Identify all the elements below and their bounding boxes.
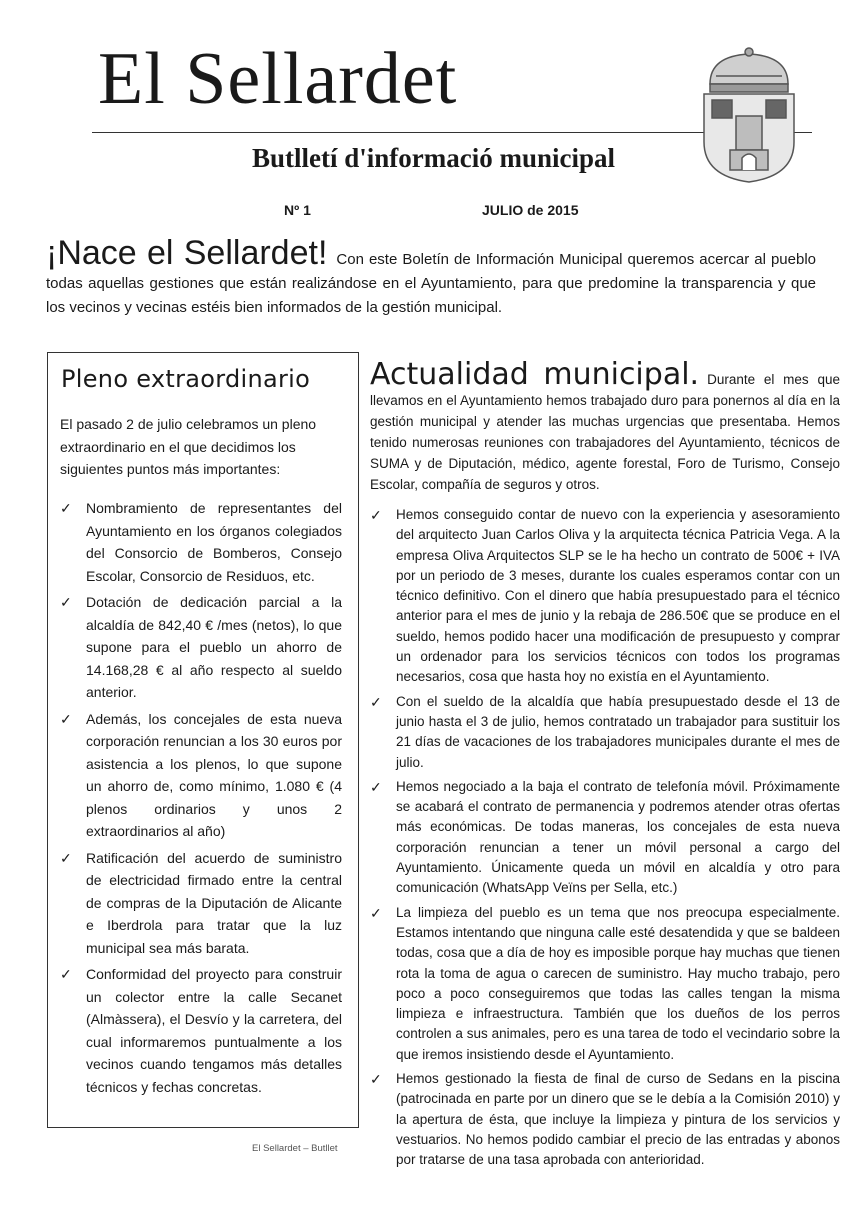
pleno-lead: El pasado 2 de julio celebramos un pleno extraordinario en el que decidimos los siguientes puntos más importantes: [60, 416, 317, 477]
checkmark-icon: ✓ [60, 500, 72, 516]
checkmark-icon: ✓ [60, 710, 72, 727]
checkmark-icon: ✓ [370, 778, 382, 795]
list-item-text: Con el sueldo de la alcaldía que había presupuestado desde el 13 de junio hasta el 3 de julio, hemos contratado un trabajador para sustituir los 21 días de vacaciones de los trabajadores municipales durante el mes de julio. [396, 693, 840, 770]
list-item-text: Hemos conseguido contar de nuevo con la experiencia y asesoramiento del arquitecto Juan Carlos Oliva y la arquitecta técnica Patricia Vega. A la empresa Oliva Arquitectos SLP se le ha hecho un contrato de 500€ + IVA por un periodo de 3 meses, durante los cuales esperamos contar con un técnico definitivo. Con el dinero que había presupuestado para el técnico anterior para el mes de junio y la rebaja de 286.50€ que se produce en el sueldo, hemos podido hacer una modificación de presupuesto y comprar un ordenador para los servicios técnicos con todos los programas necesarios, cosa que hasta hoy no existía en el Ayuntamiento. [396, 507, 840, 685]
checkmark-icon: ✓ [60, 849, 72, 866]
checkmark-icon: ✓ [370, 904, 382, 921]
list-item-text: Dotación de dedicación parcial a la alcaldía de 842,40 € /mes (netos), lo que supone para el pueblo un ahorro de 14.168,28 € al año respecto al sueldo anterior. [86, 594, 342, 700]
actualidad-lead [370, 357, 840, 495]
list-item [48, 591, 342, 704]
pleno-title: Pleno extraordinario [61, 365, 311, 393]
list-item [370, 1069, 840, 1170]
list-item [48, 708, 342, 843]
checkmark-icon: ✓ [60, 966, 72, 982]
list-item [48, 497, 342, 587]
list-item-text: Hemos gestionado la fiesta de final de curso de Sedans en la piscina (patrocinada en parte por un dinero que se le debía a la Comisión 2010) y la apertura de ésta, que incluye la limpieza y pintura de los servicios y vestuarios. No hemos podido cambiar el precio de las entradas y abonos por tratarse de una tasa aprobada con anterioridad. [396, 1071, 840, 1168]
list-item [48, 963, 342, 1098]
intro-paragraph [46, 236, 816, 320]
checkmark-icon: ✓ [60, 594, 72, 610]
intro-text: Con este Boletín de Información Municipal queremos acercar al pueblo todas aquellas gestiones que están realizándose en el Ayuntamiento, para que predomine la transparencia y que los vecinos y vecinas estéis bien informados de la gestión municipal. [46, 251, 817, 316]
actualidad-column [370, 357, 840, 1175]
list-item [370, 692, 840, 773]
masthead-subtitle: Butlletí d'informació municipal [252, 143, 616, 173]
page-footer: El Sellardet – Butllet [252, 1143, 338, 1154]
list-item-text: Ratificación del acuerdo de suministro de electricidad firmado entre la central de compras de la Diputación de Alicante e Iberdrola para tratar que la luz municipal sea más barata. [86, 849, 342, 956]
list-item-text: Hemos negociado a la baja el contrato de telefonía móvil. Próximamente se acabará el contrato de permanencia y podremos atender otras ofertas más económicas. De todas maneras, los concejales de esta nueva corporación renuncian a tener un móvil personal a cargo del Ayuntamiento. Únicamente queda un móvil en alcaldía y otro para comunicación (WhatsApp Veïns per Sella, etc.) [396, 778, 840, 896]
actualidad-list [370, 505, 840, 1171]
list-item [370, 903, 840, 1065]
list-item [370, 505, 840, 688]
list-item-text: Además, los concejales de esta nueva corporación renuncian a los 30 euros por asistencia a los plenos, lo que supone un ahorro de, como mínimo, 1.080 € (4 plenos ordinarios y unos 2 extraordinarios al año) [86, 710, 342, 839]
pleno-list [48, 497, 342, 1102]
actualidad-title: Actualidad municipal. [370, 357, 700, 392]
issue-number: Nº 1 [284, 202, 311, 218]
actualidad-lead-text: Durante el mes que llevamos en el Ayuntamiento hemos trabajado duro para ponernos al día en la gestión municipal y atender las muchas urgencias que presentaba. Hemos tenido numerosas reuniones con trabajadores del Ayuntamiento, técnicos de SUMA y de Diputación, médico, agente forestal, Foro de Turismo, Consejo Escolar, compañía de seguros y otros. [370, 372, 840, 492]
coat-of-arms-icon [696, 46, 802, 184]
issue-date: JULIO de 2015 [482, 202, 579, 218]
pleno-box [47, 352, 359, 1128]
list-item [370, 777, 840, 899]
masthead-title: El Sellardet [98, 38, 458, 120]
checkmark-icon: ✓ [370, 1071, 382, 1088]
checkmark-icon: ✓ [370, 693, 382, 710]
list-item-text: La limpieza del pueblo es un tema que nos preocupa especialmente. Estamos intentando que ninguna calle esté desatendida y que se baldeen todas, cosa que a día de hoy es imposible porque hay muchas que tienen rota la toma de agua o carecen de suministro. Hay mucho trabajo, pero poco a poco conseguiremos que todas las calles tengan la misma limpieza e infraestructura. También que los dueños de los perros controlen a sus animales, pero es una tarea de todo el vecindario sobre la que iremos insistiendo desde el Ayuntamiento. [396, 904, 840, 1062]
list-item-text: Conformidad del proyecto para construir un colector entre la calle Secanet (Almàssera), el Desvío y la carretera, del cual informaremos puntualmente a los vecinos cuando tengamos más detalles técnicos y fechas concretas. [86, 966, 342, 1095]
list-item [48, 847, 342, 960]
list-item-text: Nombramiento de representantes del Ayuntamiento en los órganos colegiados del Consorcio de Bomberos, Consejo Escolar, Consorcio de Residuos, etc. [86, 500, 342, 584]
intro-headline: ¡Nace el Sellardet! [46, 234, 328, 272]
checkmark-icon: ✓ [370, 507, 382, 523]
